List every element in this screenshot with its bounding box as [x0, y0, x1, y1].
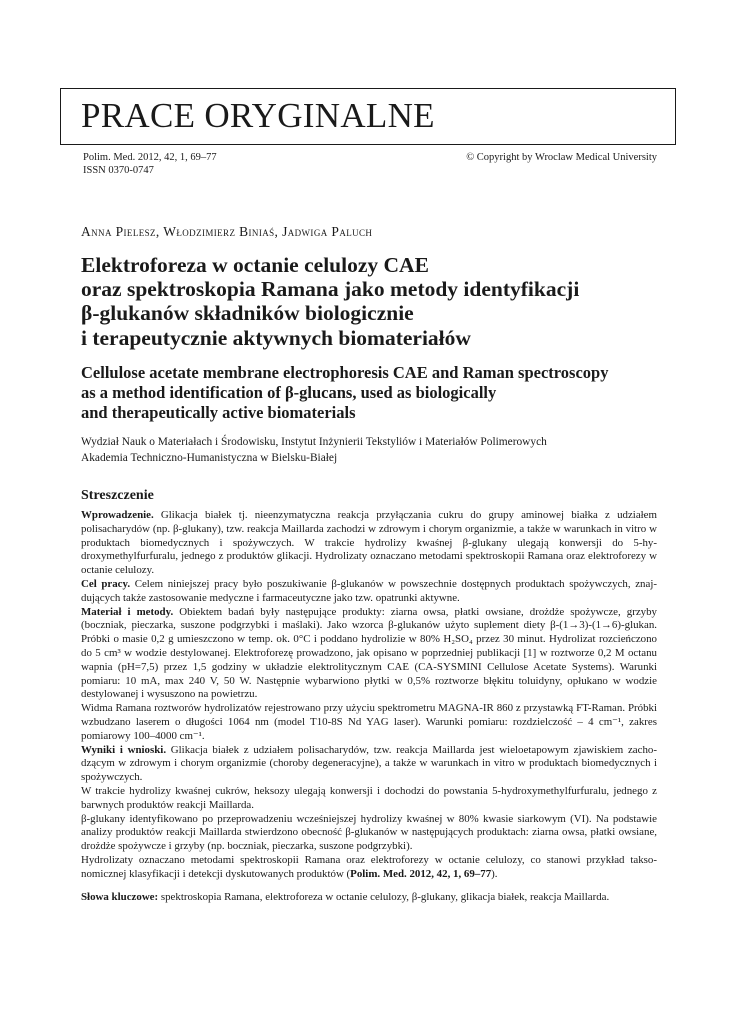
- authors: Anna Pielesz, Włodzimierz Biniaś, Jadwiga Paluch: [81, 224, 373, 239]
- citation-block: [83, 151, 217, 177]
- abstract-section: [81, 486, 657, 904]
- journal-section-title: PRACE ORYGINALNE: [81, 96, 435, 135]
- results-label: Wyniki i wnioski.: [81, 743, 167, 756]
- results-4-text: Hydrolizaty oznaczano metodami spektroskopii Ramana oraz elektroforezy w octanie celulozy, co stanowi przykład taksonomicznej klasyfikacji i detekcji dyskutowanych produktów (: [81, 853, 657, 880]
- title-pl-line: i terapeutycznie aktywnych biomateriałów: [81, 325, 471, 350]
- keywords: [81, 891, 657, 905]
- methods-label: Materiał i metody.: [81, 605, 174, 618]
- title-pl-line: oraz spektroskopia Ramana jako metody identyfikacji: [81, 277, 580, 302]
- title-polish: [81, 253, 681, 350]
- aim-text: Celem niniejszej pracy było poszukiwanie β-glukanów w powszechnie dostępnych produktach spożywczych, znajdujących także zastosowanie medyczne i farmaceutyczne jako tzw. opatrunki aktywne.: [81, 577, 657, 604]
- methods-text: Obiektem badań były następujące produkty: ziarna owsa, płatki owsiane, drożdże spożywcze, grzyby (boczniak, pieczarka, suszone podgrzybki i maślaki). Jako wzorca β-glukanów użyto suplement diety β-(1→3)-(1→6)-glukan. Próbki o masie 0,2 g umieszczono w temp. ok. 0°C i poddano hydrolizie w 80% H₂SO₄ przez 30 minut. Hydrolizat rozcieńczono do 5 cm³ w wodzie destylowanej. Elektroforezę prowadzono, jak opisano w poprzedniej publikacji [1] w roztworze 0,2 M octanu wapnia (pH=7,5) przez 1,5 godziny w układzie elektrolitycznym CAE (CA-SYSMINI Cellulose Acetate Systems). Warunki pomiaru: 10 mA, max 240 V, 50 W. Następnie wybarwiono płytki w 0,5% roztworze błękitu toluidyny, opłukano w wodzie destylowanej i wysuszono na powietrzu.: [81, 605, 657, 701]
- intro-text: Glikacja białek tj. nieenzymatyczna reakcja przyłączania cukru do grupy aminowej białka z udziałem polisacharydów (np. β-glukany), tzw. reakcja Maillarda zachodzi w zdrowym i chorym organizmie, a także w warunkach in vitro w produktach biomedycznych i spożywczych. W trakcie hydrolizy kwaśnej β-glukany ulegają konwersji do 5-hydroxymethylfurfuralu, jednego z produktów glikacji. Hydrolizaty oznaczano metodami spektroskopii Ramana oraz elektroforezy w octanie celulozy.: [81, 509, 657, 577]
- results-citation: Polim. Med. 2012, 42, 1, 69–77: [350, 867, 492, 880]
- results-end: ).: [491, 867, 498, 880]
- abstract-aim: [81, 578, 657, 606]
- citation: Polim. Med. 2012, 42, 1, 69–77: [83, 152, 217, 163]
- title-en-line: and therapeutically active biomaterials: [81, 403, 356, 423]
- abstract-results: [81, 744, 657, 785]
- affiliation-line: Wydział Nauk o Materiałach i Środowisku, Instytut Inżynierii Tekstyliów i Materiałów Polimerowych: [81, 436, 547, 448]
- abstract-results-3: β-glukany identyfikowano po przeprowadzeniu wcześniejszej hydrolizy kwaśnej w 80% kwasie siarkowym (VI). Na podstawie analizy produktów reakcji Maillarda stwierdzono obecność β-glukanów w następujących produktach: ziarna owsa, płatki owsiane, drożdże spożywcze i grzyby (np. boczniak, pieczarka, suszone podgrzybki).: [81, 812, 657, 853]
- copyright: © Copyright by Wroclaw Medical University: [466, 152, 657, 163]
- abstract-methods-2: Widma Ramana roztworów hydrolizatów rejestrowano przy użyciu spektrometru MAGNA-IR 860 z przystawką FT-Raman. Próbki wzbudzano laserem o długości 1064 nm (model T10-8S Nd YAG laser). Warunki pomiaru: rozdzielczość – 4 cm⁻¹, zakres pomiarowy 100–4000 cm⁻¹.: [81, 702, 657, 742]
- abstract-intro: [81, 509, 657, 578]
- abstract-body: [81, 509, 657, 904]
- abstract-results-4: [81, 854, 657, 882]
- keywords-text: spektroskopia Ramana, elektroforeza w octanie celulozy, β-glukany, glikacja białek, reakcja Maillarda.: [158, 890, 610, 903]
- copyright-block: [466, 151, 657, 164]
- affiliation: [81, 434, 547, 466]
- title-en-line: as a method identification of β-glucans, used as biologically: [81, 383, 497, 403]
- journal-header-box: [60, 88, 676, 145]
- keywords-label: Słowa kluczowe:: [81, 890, 159, 903]
- title-en-line: Cellulose acetate membrane electrophoresis CAE and Raman spectroscopy: [81, 363, 609, 382]
- results-text: Glikacja białek z udziałem polisacharydów, tzw. reakcja Maillarda jest wieloetapowym zjawiskiem zachodzącym w zdrowym i chorym organizmie (choroby degeneracyjne), a także w warunkach in vitro w produktach biomedycznych i spożywczych.: [81, 743, 657, 784]
- aim-label: Cel pracy.: [81, 577, 131, 590]
- affiliation-line: Akademia Techniczno-Humanistyczna w Bielsku-Białej: [81, 452, 338, 464]
- title-pl-line: β-glukanów składników biologicznie: [81, 301, 414, 326]
- abstract-methods: [81, 606, 657, 703]
- abstract-results-2: W trakcie hydrolizy kwaśnej cukrów, heksozy ulegają konwersji i dochodzi do powstania 5-hydroxymethylfurfuralu, jednego z barwnych produktów reakcji Maillarda.: [81, 784, 657, 811]
- intro-label: Wprowadzenie.: [81, 509, 154, 521]
- abstract-heading: Streszczenie: [81, 488, 154, 503]
- issn: ISSN 0370-0747: [83, 165, 154, 176]
- title-pl-line: Elektroforeza w octanie celulozy CAE: [81, 253, 429, 277]
- title-english: [81, 363, 681, 424]
